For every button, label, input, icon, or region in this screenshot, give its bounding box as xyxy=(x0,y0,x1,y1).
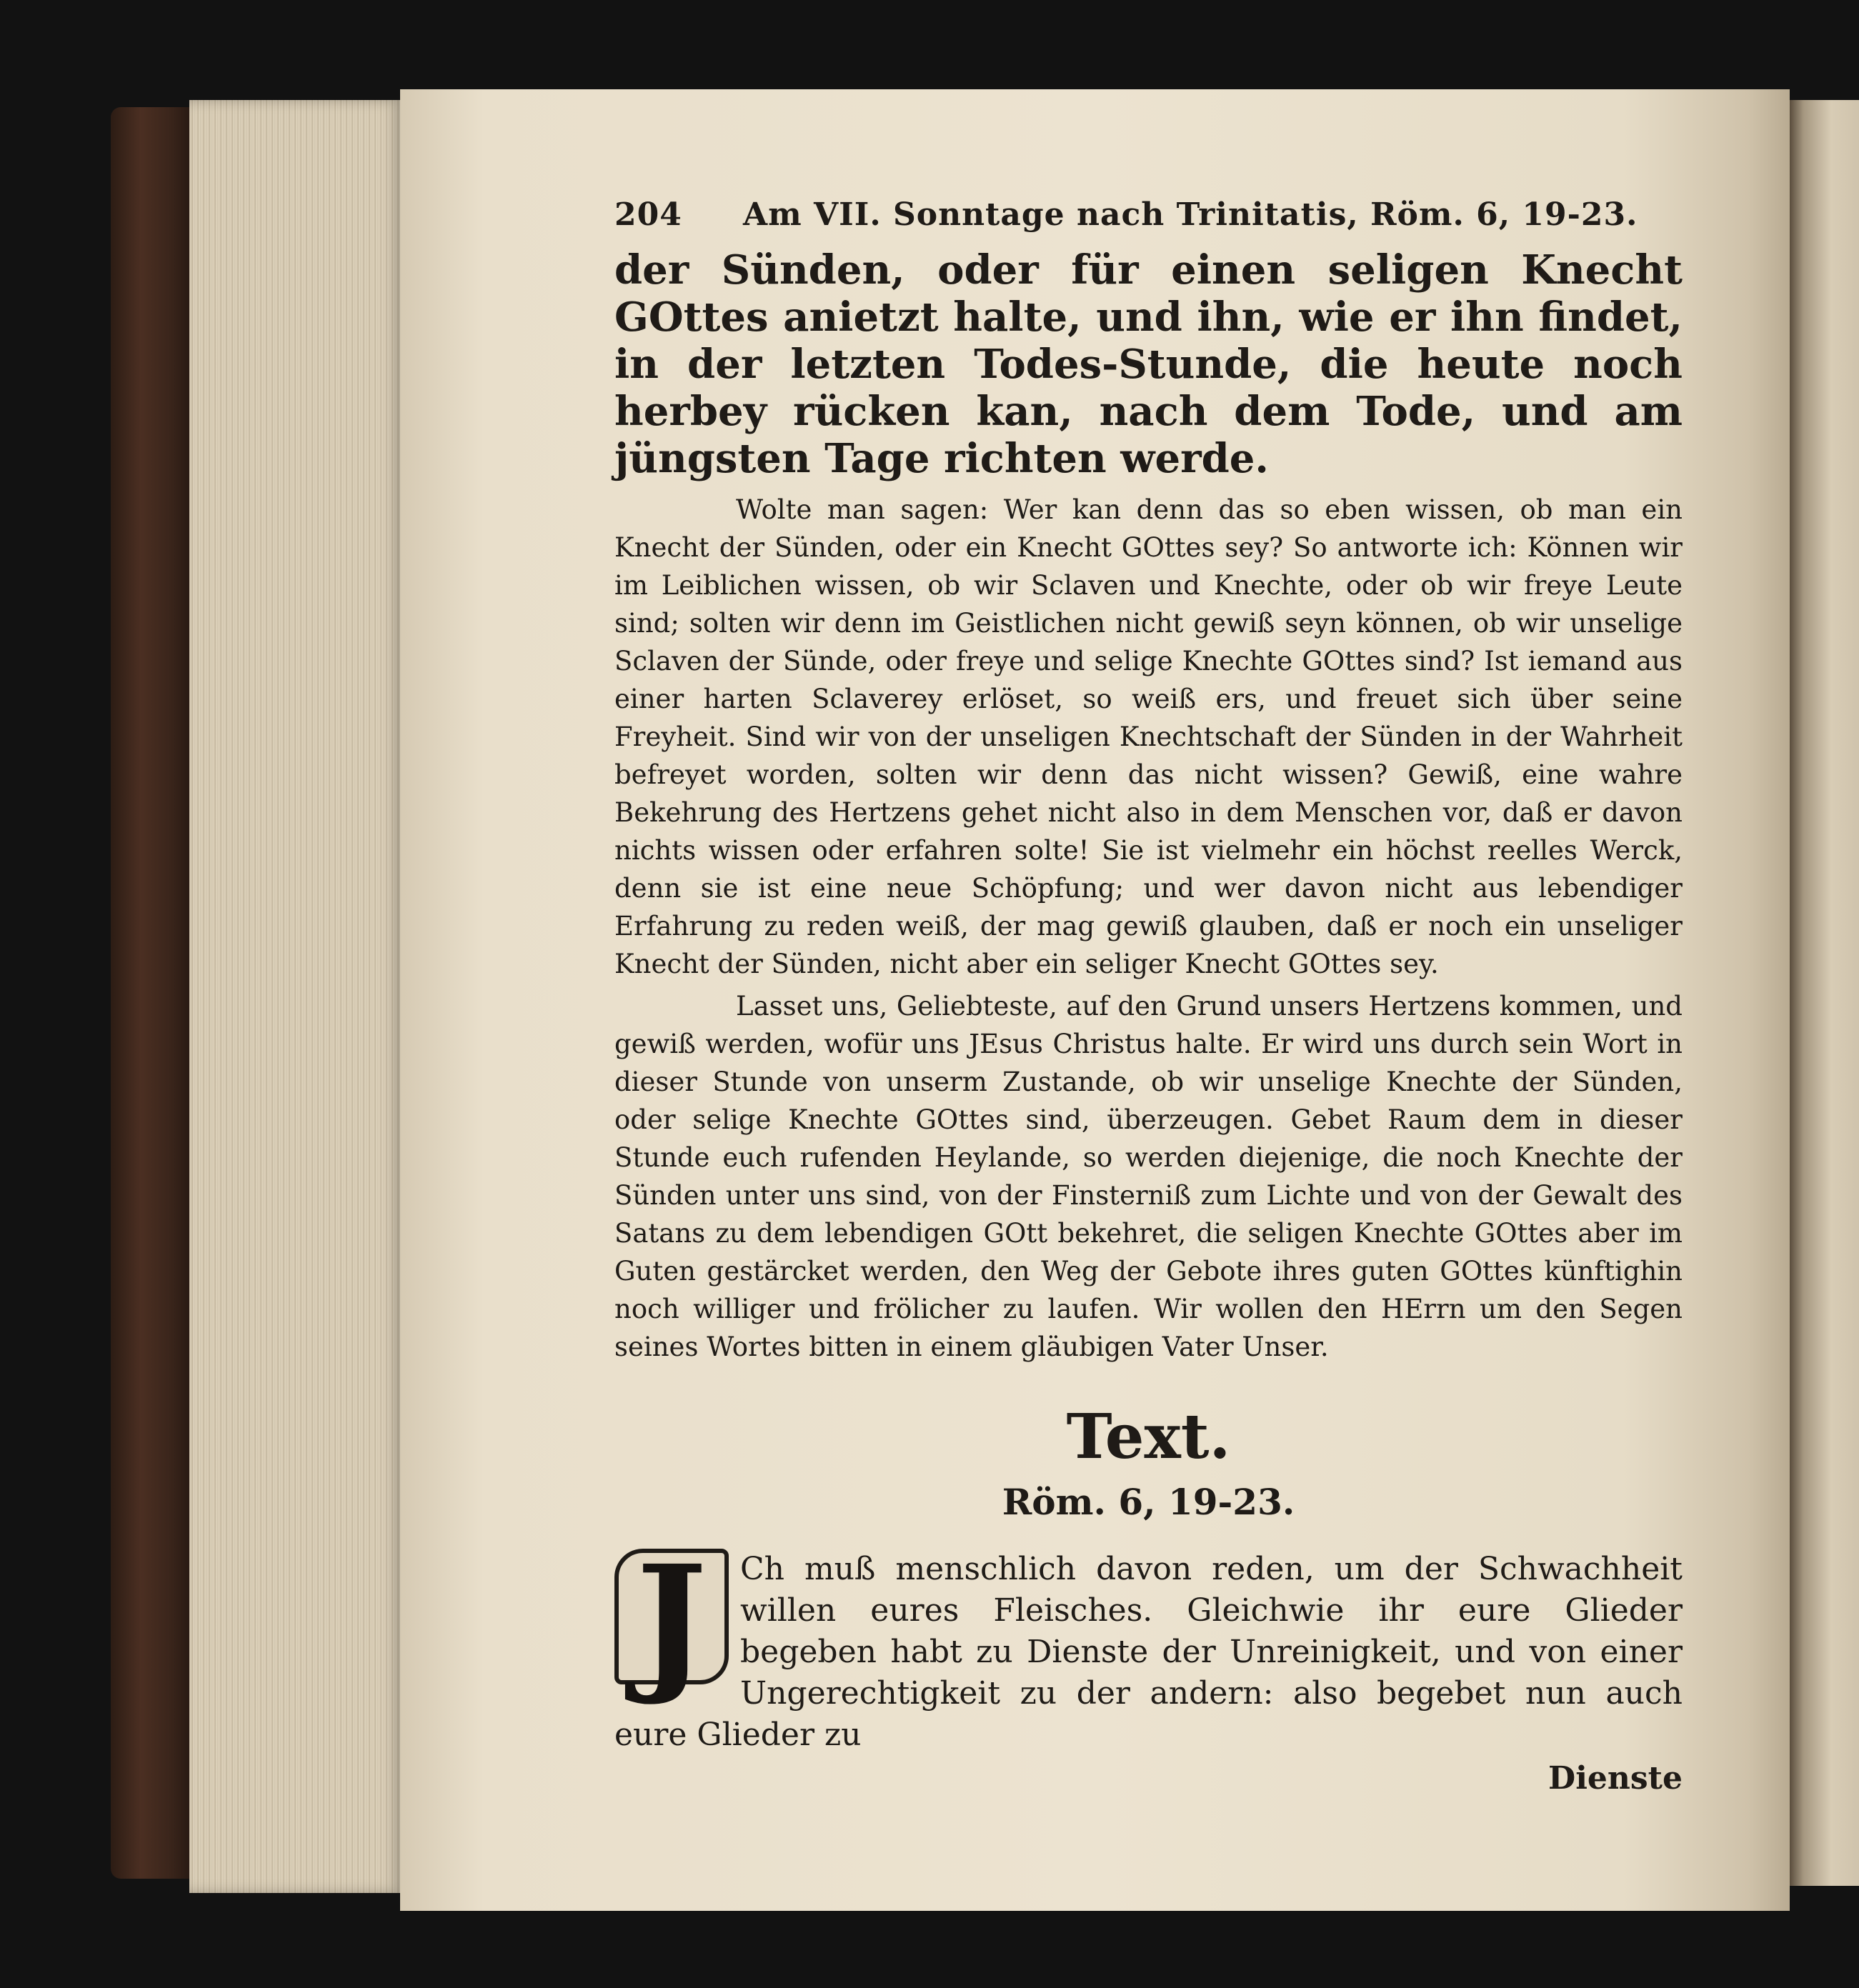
facing-page-edge xyxy=(1790,100,1859,1886)
paragraph: Lasset uns, Geliebteste, auf den Grund unsers Hertzens kommen, und gewiß werden, wofür uns JEsus Christus halte. Er wird uns durch sein Wort in dieser Stunde von unserm Zustande, ob wir unselige Knechte der Sünden, oder selige Knechte GOttes sind, überzeugen. Gebet Raum dem in dieser Stunde euch rufenden Heylande, so werden diejenige, die noch Knechte der Sünden unter uns sind, von der Finsterniß zum Lichte und von der Gewalt des Satans zu dem lebendigen GOtt bekehret, die seligen Knechte GOttes aber im Guten gestärcket werden, den Weg der Gebote ihres guten GOttes künftighin noch williger und frölicher zu laufen. Wir wollen den HErrn um den Segen seines Wortes bitten in einem gläubigen Vater Unser. xyxy=(614,991,1683,1362)
page-number: 204 xyxy=(614,196,682,233)
page-edges xyxy=(189,100,404,1893)
paragraph: Wolte man sagen: Wer kan denn das so eben wissen, ob man ein Knecht der Sünden, oder ein Knecht GOttes sey? So antworte ich: Können wir im Leiblichen wissen, ob wir Sclaven und Knechte, oder ob wir freye Leute sind; solten wir denn im Geistlichen nicht gewiß seyn können, ob wir unselige Sclaven der Sünde, oder freye und selige Knechte GOttes sind? Ist iemand aus einer harten Sclaverey erlöset, so weiß ers, und freuet sich über seine Freyheit. Sind wir von der unseligen Knechtschaft der Sünden in der Wahrheit befreyet worden, solten wir denn das nicht wissen? Gewiß, eine wahre Bekehrung des Hertzens gehet nicht also in dem Menschen vor, daß er davon nichts wissen oder erfahren solte! Sie ist vielmehr ein höchst reelles Werck, denn sie ist eine neue Schöpfung; und wer davon nicht aus lebendiger Erfahrung zu reden weiß, der mag gewiß glauben, daß er noch ein unseliger Knecht der Sünden, nicht aber ein seliger Knecht GOttes sey. xyxy=(614,494,1683,979)
book-binding xyxy=(111,107,196,1879)
scripture-reference: Röm. 6, 19-23. xyxy=(1002,1481,1295,1523)
running-head xyxy=(614,189,1683,239)
drop-cap-initial: J xyxy=(614,1549,729,1684)
catchword: Dienste xyxy=(1548,1760,1683,1797)
scripture-text xyxy=(614,1532,1683,1756)
running-title: Am VII. Sonntage nach Trinitatis, Röm. 6, 19-23. xyxy=(743,196,1638,233)
scripture-body: Ch muß menschlich davon reden, um der Schwachheit willen eures Fleisches. Gleichwie ihr eure Glieder begeben habt zu Dienste der Unreinigkeit, und von einer Ungerechtigkeit zu der andern: also begebet nun auch eure Glieder zu xyxy=(614,1551,1683,1753)
page-text xyxy=(614,189,1683,1800)
section-heading: Text. xyxy=(1066,1401,1231,1473)
opening-text: der Sünden, oder für einen seligen Knecht GOttes anietzt halte, und ihn, wie er ihn findet, in der letzten Todes-Stunde, die heute noch herbey rücken kan, nach dem Tode, und am jüngsten Tage richten werde. xyxy=(614,246,1683,482)
